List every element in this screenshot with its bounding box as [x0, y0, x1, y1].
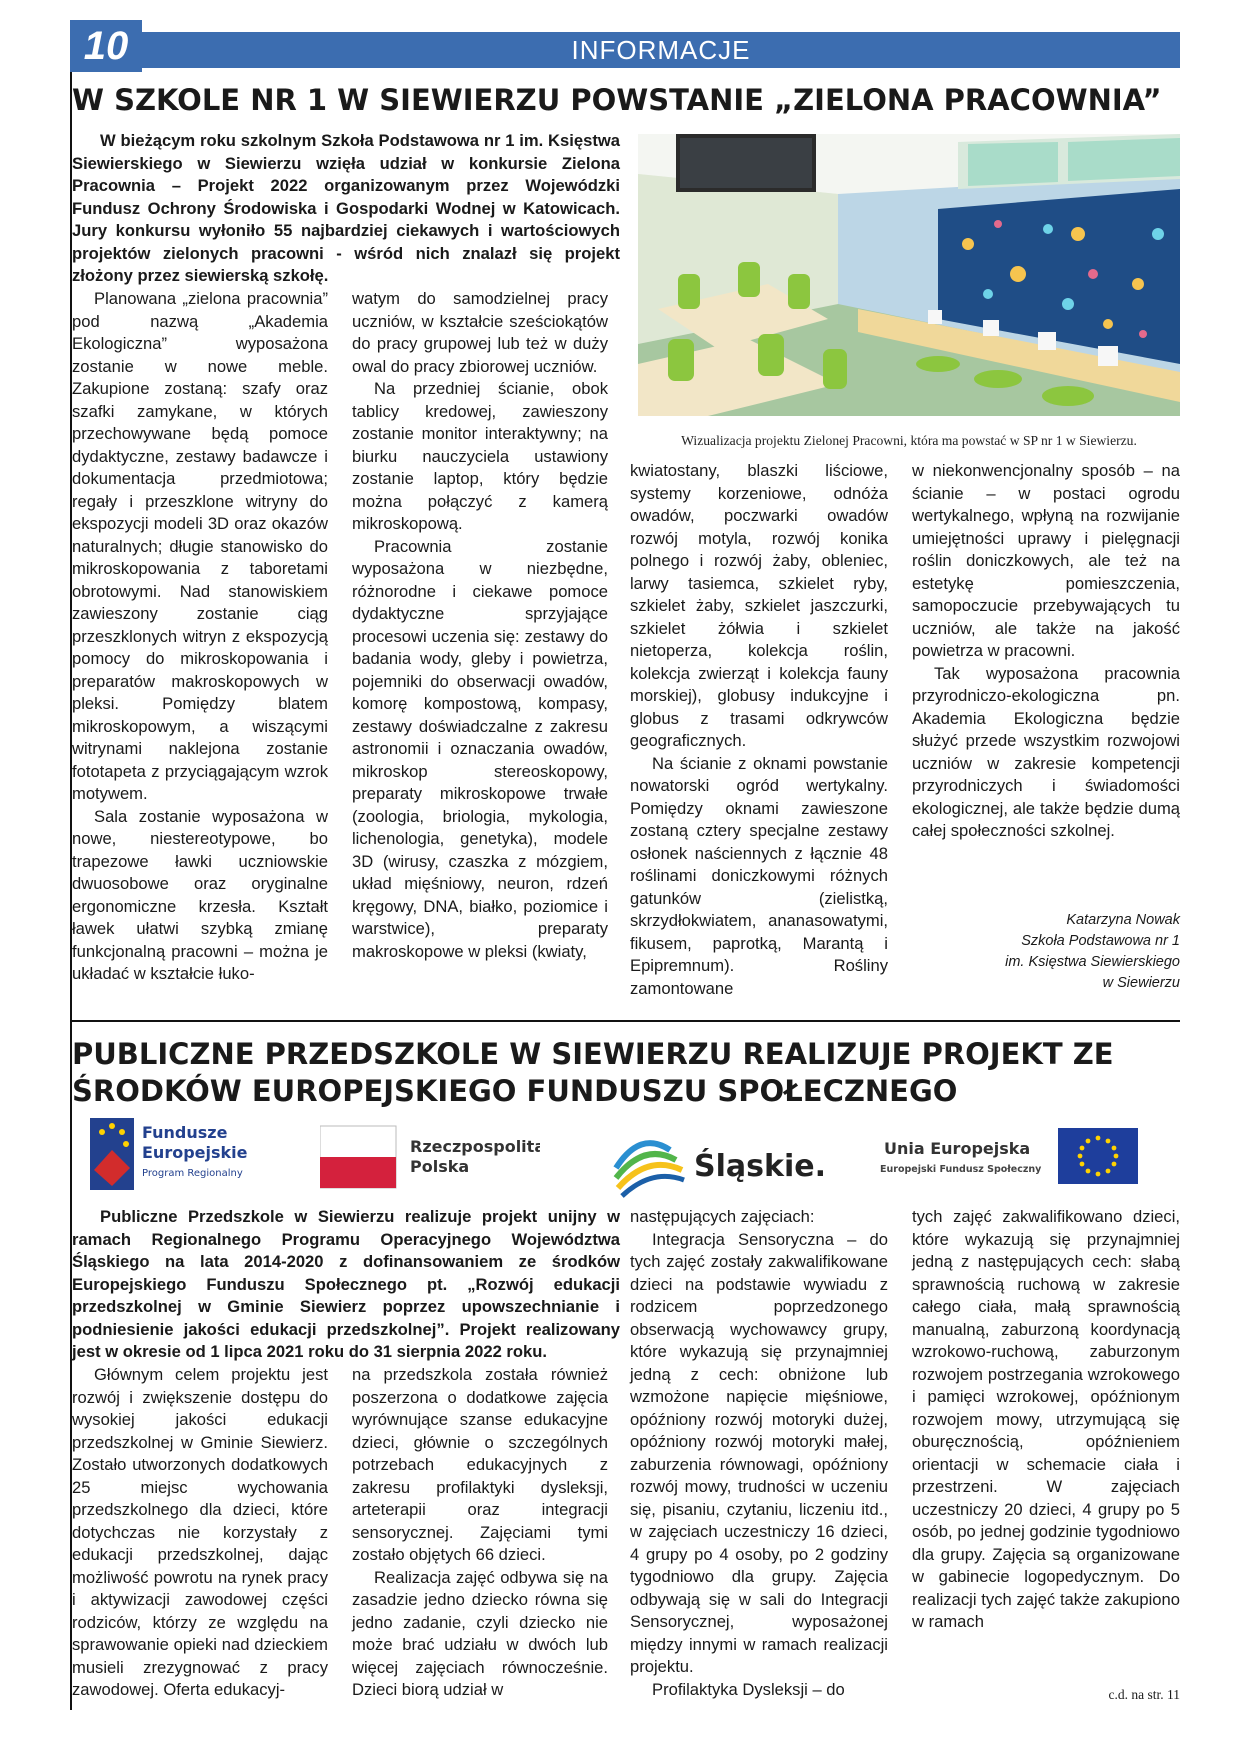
- article1-col1-p1: Planowana „zielona pracownia” pod nazwą „Akademia Ekologiczna” wyposażona zostanie w nowe meble. Zakupione zostaną: szafy oraz szafki zamykane, w których przechowywane będą pomoce dydaktyczne, zestawy badawcze i dokumentacja przedmiotowa; regały i przeszklone witryny do ekspozycji modeli 3D oraz okazów naturalnych; długie stanowisko do mikroskopowania z taboretami obrotowymi. Nad stanowiskiem zawieszony zostanie ciąg przeszklonych witryn z ekspozycją pomocy do mikroskopowania i preparatów makroskopowych w pleksi. Pomiędzy blatem mikroskopowym, a wiszącymi witrynami naklejona zostanie fototapeta z przyciągającym wzrok motywem.: [72, 289, 328, 803]
- article2-lead-block: [72, 1206, 620, 1364]
- unia-europejska-logo: [880, 1110, 1180, 1210]
- classroom-visualization-image: [638, 134, 1180, 416]
- article2-title: PUBLICZNE PRZEDSZKOLE W SIEWIERZU REALIZUJE PROJEKT ZE ŚRODKÓW EUROPEJSKIEGO FUNDUSZU SPOŁECZNEGO: [72, 1037, 1114, 1108]
- article1-lead: W bieżącym roku szkolnym Szkoła Podstawowa nr 1 im. Księstwa Siewierskiego w Siewierzu wzięła udział w konkursie Zielona Pracownia – Projekt 2022 organizowanym przez Wojewódzki Fundusz Ochrony Środowiska i Gospodarki Wodnej w Katowicach. Jury konkursu wyłoniło 55 najbardziej ciekawych i wartościowych projektów zielonych pracowni - wśród nich znalazł się projekt złożony przez siewierską szkołę.: [72, 131, 620, 285]
- article1-column-3: [630, 460, 888, 1000]
- article1-signature: [920, 910, 1180, 994]
- sl-label: Śląskie.: [694, 1149, 826, 1184]
- rzeczpospolita-polska-logo: [320, 1110, 540, 1210]
- article1-column-4: [912, 460, 1180, 843]
- article-divider: [70, 1020, 1180, 1022]
- ue-line2: Europejski Fundusz Społeczny: [880, 1164, 1042, 1175]
- continued-note: c.d. na str. 11: [1108, 1687, 1180, 1702]
- article2-column-2: [352, 1364, 608, 1702]
- page-number: 10: [70, 20, 142, 72]
- article1-col2-p2: Na przedniej ścianie, obok tablicy kredowej, zawieszony zostanie monitor interaktywny; na biurku nauczyciela ustawiony zostanie laptop, który będzie można połączyć z kamerą mikroskopową.: [352, 379, 608, 533]
- section-header: INFORMACJE: [142, 32, 1180, 68]
- article1-col4-p2: Tak wyposażona pracownia przyrodniczo-ekologiczna pn. Akademia Ekologiczna będzie służyć przede wszystkim rozwojowi uczniów w zakresie kompetencji przyrodniczych i świadomości ekologicznej, ale także będzie dumą całej społeczności szkolnej.: [912, 663, 1180, 840]
- article1-col4-p1: w niekonwencjonalny sposób – na ścianie – w postaci ogrodu wertykalnego, wpłyną na rozwijanie umiejętności uprawy i pielęgnacji roślin doniczkowych, ale też na estetykę pomieszczenia, samopoczucie przebywających tu uczniów, ale także na jakość powietrza w pracowni.: [912, 461, 1180, 660]
- article2-lead: Publiczne Przedszkole w Siewierzu realizuje projekt unijny w ramach Regionalnego Programu Operacyjnego Województwa Śląskiego na lata 2014-2020 z dofinansowaniem ze środków Europejskiego Funduszu Społecznego pt. „Rozwój edukacji przedszkolnej w Gminie Siewierz poprzez upowszechnianie i podniesienie jakości edukacji przedszkolnej”. Projekt realizowany jest w okresie od 1 lipca 2021 roku do 31 sierpnia 2022 roku.: [72, 1207, 620, 1361]
- fe-line1: Fundusze: [142, 1123, 228, 1142]
- eu-logos-strip: [90, 1110, 1180, 1210]
- article1-title: W SZKOLE NR 1 W SIEWIERZU POWSTANIE „ZIELONA PRACOWNIA”: [72, 83, 1162, 117]
- article2-column-4: [912, 1206, 1180, 1634]
- article2-col4-p1: tych zajęć zakwalifikowano dzieci, które wykazują się przynajmniej jedną z następujących cech: słabą sprawnością ruchową w zakresie całego ciała, małą sprawnością manualną, zaburzoną koordynacją wzrokowo-ruchową, zaburzonym rozwojem postrzegania wzrokowego i pamięci wzrokowej, opóźnionym rozwojem mowy, utrzymującą się oburęcznością, opóźnieniem orientacji w schemacie ciała i przestrzeni. W zajęciach uczestniczy 20 dzieci, 4 grupy po 5 osób, po jednej godzinie tygodniowo dla grupy. Zajęcia są organizowane w gabinecie logopedycznym. Do realizacji tych zajęć także zakupiono w ramach: [912, 1207, 1180, 1631]
- fe-line2: Europejskie: [142, 1143, 248, 1162]
- signature-line-4: w Siewierzu: [1102, 975, 1180, 991]
- article2-col1-p1: Głównym celem projektu jest rozwój i zwiększenie dostępu do wysokiej jakości edukacji przedszkolnej w Gminie Siewierz. Zostało utworzonych dodatkowych 25 miejsc wychowania przedszkolnego dla dzieci, które dotychczas nie korzystały z edukacji przedszkolnej, dając możliwość powrotu na rynek pracy i aktywizacji zawodowej części rodziców, którzy ze względu na sprawowanie opieki nad dzieckiem musieli zrezygnować z pracy zawodowej. Oferta edukacyj-: [72, 1365, 328, 1699]
- article2-col3-p2: Integracja Sensoryczna – do tych zajęć zostały zakwalifikowane dzieci na podstawie wywiadu z rodzicem poprzedzonego obserwacją wychowawcy grupy, które wykazują się przynajmniej jedną z cech: obniżone lub wzmożone napięcie mięśniowe, opóźniony rozwój motoryki dużej, opóźniony rozwój motoryki małej, zaburzenia równowagi, opóźniony rozwój mowy, trudności w uczeniu się, pisaniu, czytaniu, liczeniu itd., w zajęciach uczestniczy 16 dzieci, 4 grupy po 4 osoby, po 2 godziny tygodniowo dla grupy. Zajęcia odbywają się w sali do Integracji Sensorycznej, wyposażonej między innymi w ramach realizacji projektu.: [630, 1229, 888, 1676]
- fe-line3: Program Regionalny: [142, 1168, 243, 1179]
- article1-column-1: [72, 288, 328, 986]
- slaskie-logo: [610, 1110, 830, 1210]
- article2-col3-p1: następujących zajęciach:: [630, 1207, 815, 1226]
- signature-line-2: Szkoła Podstawowa nr 1: [1021, 933, 1180, 949]
- rp-line2: Polska: [410, 1157, 470, 1176]
- article1-col3-p2: Na ścianie z oknami powstanie nowatorski ogród wertykalny. Pomiędzy oknami zawieszone zostaną cztery specjalne zestawy osłonek naściennych z łącznie 48 roślinami doniczkowymi różnych gatunków (zielistką, skrzydłokwiatem, ananasowatymi, fikusem, paprotką, Marantą i Epipremnum). Rośliny zamontowane: [630, 753, 888, 998]
- article1-col2-p3: Pracownia zostanie wyposażona w niezbędne, różnorodne i ciekawe pomoce dydaktyczne sprzyjające procesowi uczenia się: zestawy do badania wody, gleby i powietrza, pojemniki do obserwacji owadów, komorę kompostową, kompasy, zestawy doświadczalne z zakresu astronomii i oznaczania owadów, mikroskop stereoskopowy, preparaty mikroskopowe trwałe (zoologia, briologia, mykologia, lichenologia, genetyka), modele 3D (wirusy, czaszka z mózgiem, układ mięśniowy, neuron, rdzeń kręgowy, DNA, białko, poziomice i warstwice), preparaty makroskopowe w pleksi (kwiaty,: [352, 536, 608, 961]
- photo-caption: Wizualizacja projektu Zielonej Pracowni, która ma powstać w SP nr 1 w Siewierzu.: [681, 433, 1137, 448]
- signature-author: Katarzyna Nowak: [1066, 912, 1180, 928]
- article1-col3-p1: kwiatostany, blaszki liściowe, systemy korzeniowe, odnóża owadów, poczwarki owadów rozwój motyla, rozwój konika polnego i rozwój żaby, obleniec, larwy tasiemca, szkielet ryby, szkielet żaby, szkielet jaszczurki, szkielet żółwia i szkielet nietoperza, kolekcja roślin, kolekcja zwierząt i kolekcja fauny morskiej), globusy indukcyjne i globus z trasami odkrywców geograficznych.: [630, 461, 888, 750]
- signature-line-3: im. Księstwa Siewierskiego: [1005, 954, 1180, 970]
- article1-lead-block: [72, 130, 620, 288]
- fundusze-europejskie-logo: [90, 1110, 290, 1210]
- article2-column-1: [72, 1364, 328, 1702]
- article1-column-2: [352, 288, 608, 963]
- article1-col1-p2: Sala zostanie wyposażona w nowe, niestereotypowe, bo trapezowe ławki uczniowskie dwuosobowe oraz oryginalne ergonomiczne krzesła. Kształt ławek ułatwi szybką zmianę funkcjonalną pracowni – można je układać w kształcie łuko-: [72, 806, 328, 983]
- article1-col2-p1: watym do samodzielnej pracy uczniów, w kształcie sześciokątów do pracy grupowej lub też w duży owal do pracy zbiorowej uczniów.: [352, 289, 608, 376]
- article2-col3-p3: Profilaktyka Dysleksji – do: [652, 1679, 845, 1699]
- article2-col2-p1: na przedszkola została również poszerzona o dodatkowe zajęcia wyrównujące szanse edukacyjne dzieci, głównie o szczególnych potrzebach edukacyjnych z zakresu profilaktyki dysleksji, arteterapii oraz integracji sensorycznej. Zajęciami tymi zostało objętych 66 dzieci.: [352, 1365, 608, 1564]
- rp-line1: Rzeczpospolita: [410, 1137, 540, 1156]
- article2-col2-p2: Realizacja zajęć odbywa się na zasadzie jedno dziecko równa się jedno zadanie, czyli dziecko nie może brać udziału w dwóch lub więcej zajęciach równocześnie. Dzieci biorą udział w: [352, 1567, 608, 1699]
- article2-column-3: [630, 1206, 888, 1701]
- ue-line1: Unia Europejska: [884, 1139, 1031, 1158]
